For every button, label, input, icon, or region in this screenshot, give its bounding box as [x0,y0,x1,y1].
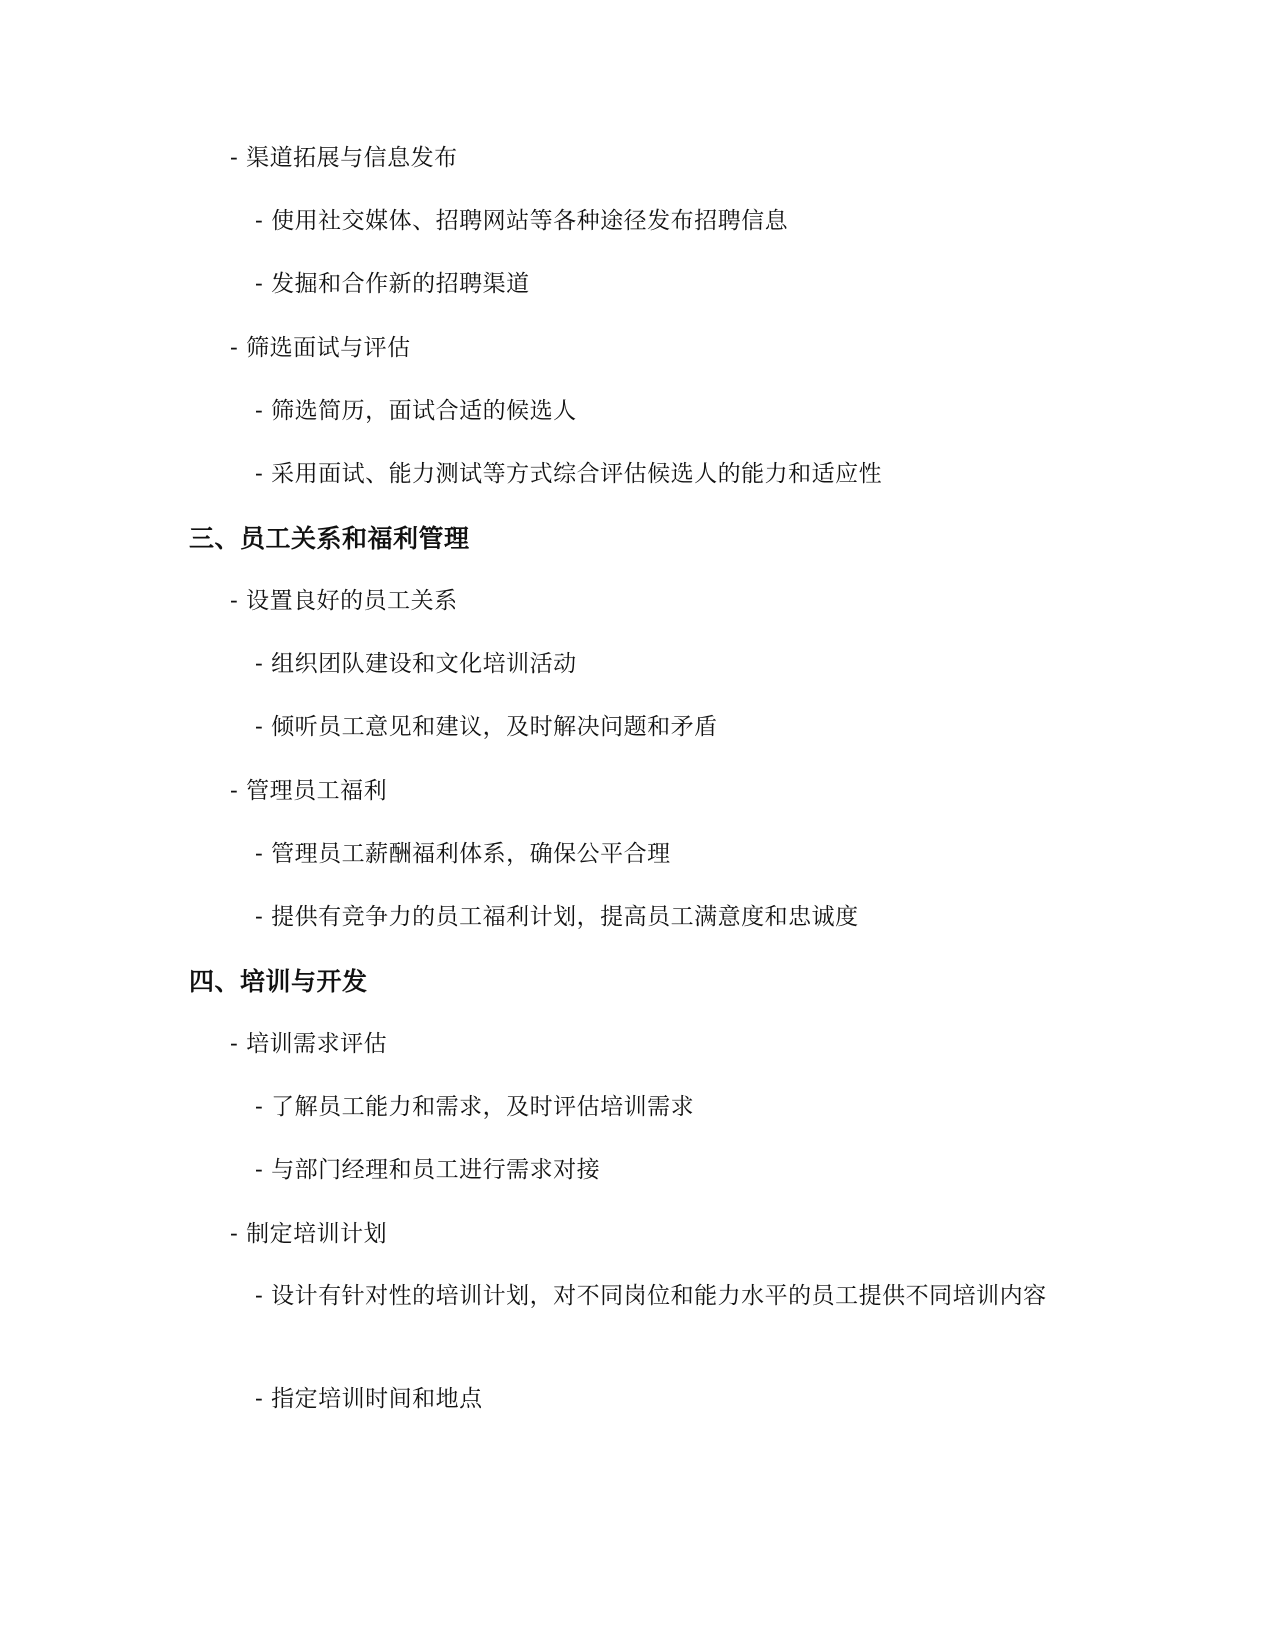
list-item-needs-2: - 与部门经理和员工进行需求对接 [255,1157,601,1183]
list-item-screen-2: - 采用面试、能力测试等方式综合评估候选人的能力和适应性 [255,461,883,487]
list-item-plan-title: - 制定培训计划 [230,1221,388,1247]
list-item-plan-1: - 设计有针对性的培训计划，对不同岗位和能力水平的员工提供不同培训内容 [255,1283,1047,1309]
list-item-channel-title: - 渠道拓展与信息发布 [230,145,458,171]
list-item-relations-1: - 组织团队建设和文化培训活动 [255,651,577,677]
list-item-relations-title: - 设置良好的员工关系 [230,588,458,614]
list-item-channel-1: - 使用社交媒体、招聘网站等各种途径发布招聘信息 [255,208,789,234]
list-item-relations-2: - 倾听员工意见和建议，及时解决问题和矛盾 [255,714,718,740]
list-item-needs-title: - 培训需求评估 [230,1031,388,1057]
list-item-benefits-title: - 管理员工福利 [230,778,388,804]
list-item-channel-2: - 发掘和合作新的招聘渠道 [255,271,530,297]
list-item-benefits-2: - 提供有竞争力的员工福利计划，提高员工满意度和忠诚度 [255,904,859,930]
section-heading-4: 四、培训与开发 [189,967,368,996]
list-item-screen-title: - 筛选面试与评估 [230,335,411,361]
list-item-screen-1: - 筛选简历，面试合适的候选人 [255,398,577,424]
list-item-plan-2: - 指定培训时间和地点 [255,1386,483,1412]
list-item-needs-1: - 了解员工能力和需求，及时评估培训需求 [255,1094,695,1120]
section-heading-3: 三、员工关系和福利管理 [189,524,470,553]
list-item-benefits-1: - 管理员工薪酬福利体系，确保公平合理 [255,841,671,867]
